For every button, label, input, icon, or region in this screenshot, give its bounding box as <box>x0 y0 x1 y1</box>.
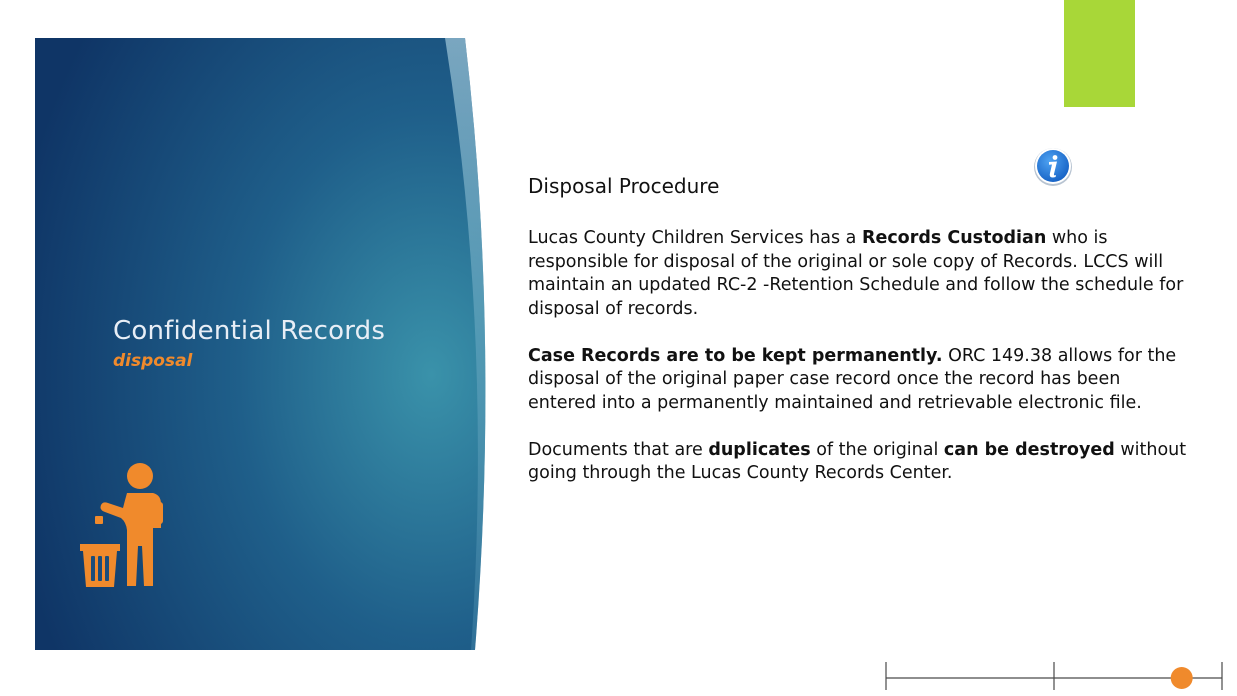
person-disposing-trash-icon <box>77 458 177 588</box>
text-span: without going through the Lucas County Records Center. <box>528 439 1187 483</box>
bold-duplicates: duplicates <box>708 439 811 460</box>
bold-can-be-destroyed: can be destroyed <box>943 439 1115 460</box>
text-span: Documents that are <box>528 439 709 460</box>
accent-bar <box>1064 0 1135 107</box>
paragraph-case-records <box>528 345 1188 416</box>
text-span: of the original <box>810 439 944 460</box>
content-heading: Disposal Procedure <box>528 174 720 198</box>
content-area <box>528 172 1188 509</box>
slide-subtitle: disposal <box>113 351 193 371</box>
slide-title: Confidential Records <box>113 316 386 346</box>
paragraph-duplicates <box>528 439 1188 486</box>
bold-records-custodian: Records Custodian <box>861 228 1047 248</box>
text-span: ORC 149.38 allows for the disposal of the original paper case record once the record has been entered into a permanently maintained and retrievable electronic file. <box>528 345 1177 413</box>
text-span: who is responsible for disposal of the original or sole copy of Records. LCCS will maintain an updated RC-2 -Retention Schedule and follow the schedule for disposal of records. <box>528 228 1184 319</box>
text-span: Lucas County Children Services has a <box>528 228 862 248</box>
bold-case-records: Case Records are to be kept permanently. <box>528 345 943 366</box>
progress-timeline <box>885 660 1225 694</box>
paragraph-records-custodian <box>528 227 1188 321</box>
timeline-marker <box>1171 667 1193 689</box>
title-panel <box>35 38 490 650</box>
